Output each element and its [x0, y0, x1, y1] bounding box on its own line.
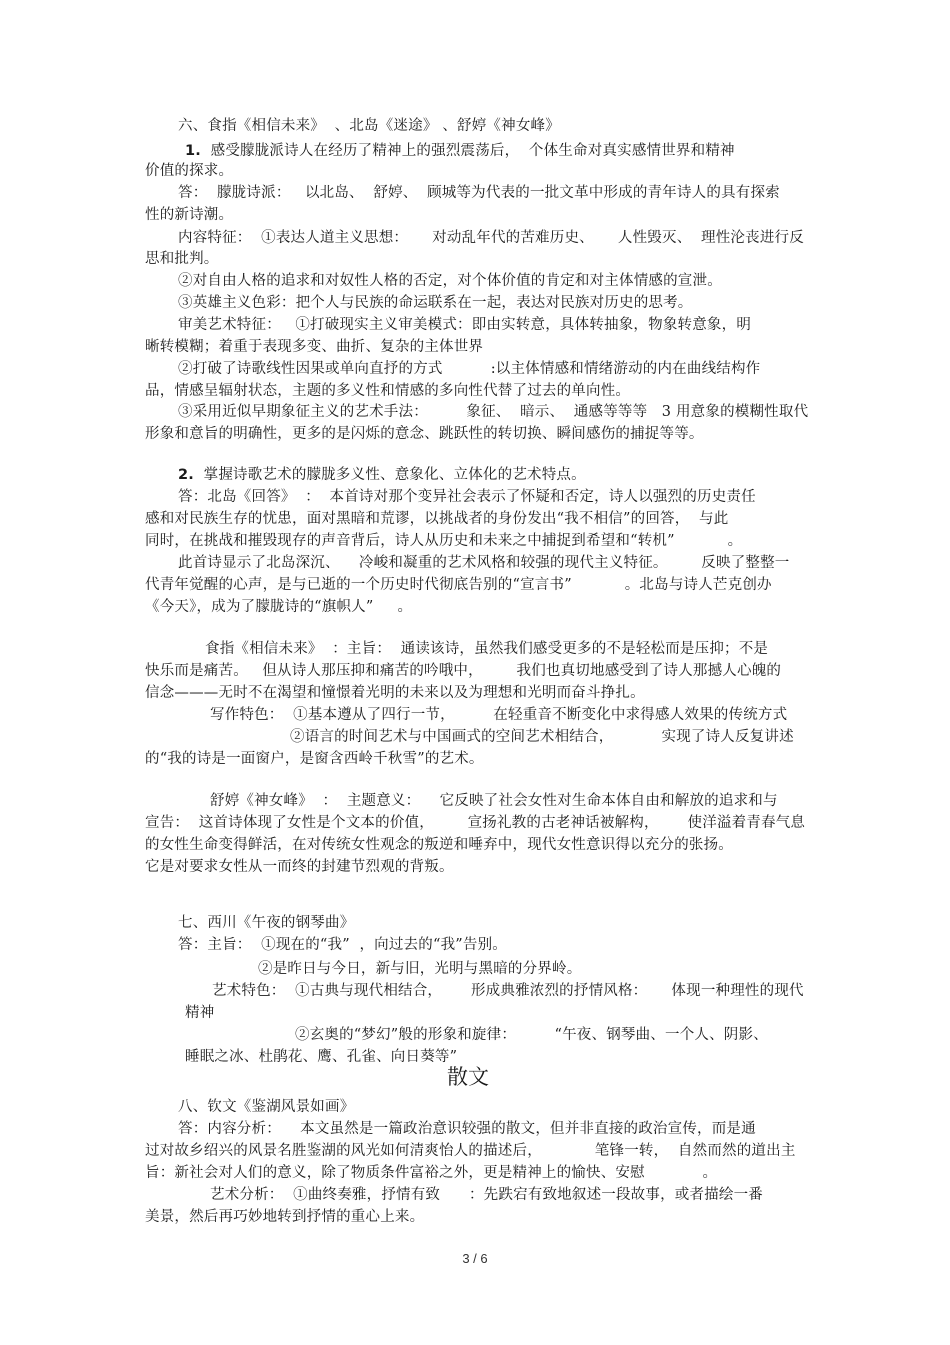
- text-line: [185, 141, 735, 161]
- text-line: 七、西川《午夜的钢琴曲》: [178, 915, 355, 931]
- text-line: 旨：新社会对人们的意义，除了物质条件富裕之外，更是精神上的愉快、安慰 。: [145, 1165, 718, 1181]
- text-line: [178, 465, 586, 485]
- text-line: ②对自由人格的追求和对奴性人格的否定，对个体价值的肯定和对主体情感的宣泄。: [178, 273, 722, 289]
- text-line: 答：主旨： ①现在的“我” ，向过去的“我”告别。: [178, 937, 507, 953]
- page-number: 3 / 6: [462, 1251, 488, 1266]
- text-line: 睡眠之冰、杜鹃花、鹰、孔雀、向日葵等”: [185, 1049, 458, 1065]
- text-line: 感和对民族生存的忧患，面对黑暗和荒谬，以挑战者的身份发出“我不相信”的回答， 与此: [145, 511, 729, 527]
- text-line: 美景，然后再巧妙地转到抒情的重心上来。: [145, 1209, 425, 1225]
- text-line: 《今天》，成为了朦胧诗的“旗帜人” 。: [145, 599, 413, 615]
- text-line: 六、食指《相信未来》 、北岛《迷途》 、舒婷《神女峰》: [178, 118, 560, 134]
- text-line: 答：北岛《回答》 ： 本首诗对那个变异社会表示了怀疑和否定，诗人以强烈的历史责任: [178, 489, 756, 505]
- text-line: 快乐而是痛苦。 但从诗人那压抑和痛苦的吟哦中， 我们也真切地感受到了诗人那撼人心魄的: [145, 663, 782, 679]
- text-line: ③英雄主义色彩：把个人与民族的命运联系在一起，表达对民族对历史的思考。: [178, 295, 693, 311]
- text-line: 内容特征： ①表达人道主义思想： 对动乱年代的苦难历史、 人性毁灭、 理性沦丧进行反: [178, 230, 804, 246]
- text-line: 价值的探求。: [145, 163, 234, 179]
- text-line: 信念———无时不在渴望和憧憬着光明的未来以及为理想和光明而奋斗挣扎。: [145, 685, 645, 701]
- text-line: 宣告： 这首诗体现了女性是个文本的价值， 宣扬礼教的古老神话被解构， 使洋溢着青春气息: [145, 815, 806, 831]
- text-line: ②打破了诗歌线性因果或单向直抒的方式 :以主体情感和情绪游动的内在曲线结构作: [178, 361, 761, 377]
- item-text: 感受朦胧派诗人在经历了精神上的强烈震荡后， 个体生命对真实感情世界和精神: [201, 143, 735, 159]
- text-line: 品，情感呈辐射状态，主题的多义性和情感的多向性代替了过去的单向性。: [145, 383, 631, 399]
- text-line: 过对故乡绍兴的风景名胜鉴湖的风光如何清爽怡人的描述后， 笔锋一转， 自然而然的道出主: [145, 1143, 796, 1159]
- text-line: 代青年觉醒的心声，是与已逝的一个历史时代彻底告别的“宣言书” 。北岛与诗人芒克创办: [145, 577, 772, 593]
- text-line: 的女性生命变得鲜活，在对传统女性观念的叛逆和唾弃中，现代女性意识得以充分的张扬。: [145, 837, 733, 853]
- text-line: 舒婷《神女峰》 ： 主题意义： 它反映了社会女性对生命本体自由和解放的追求和与: [210, 793, 778, 809]
- item-text: 掌握诗歌艺术的朦胧多义性、意象化、立体化的艺术特点。: [194, 467, 586, 483]
- text-line: 审美艺术特征： ①打破现实主义审美模式：即由实转意，具体转抽象，物象转意象，明: [178, 317, 752, 333]
- item-number: 1.: [185, 143, 201, 159]
- text-line: 它是对要求女性从一而终的封建节烈观的背叛。: [145, 859, 454, 875]
- section-heading: 散文: [447, 1065, 489, 1089]
- text-line: 精神: [185, 1005, 215, 1021]
- text-line: 八、钦文《鉴湖风景如画》: [178, 1099, 355, 1115]
- text-line: ②语言的时间艺术与中国画式的空间艺术相结合， 实现了诗人反复讲述: [290, 729, 794, 745]
- item-number: 2.: [178, 467, 194, 483]
- text-line: 食指《相信未来》 ：主旨： 通读该诗，虽然我们感受更多的不是轻松而是压抑；不是: [205, 641, 769, 657]
- text-line: ②玄奥的“梦幻”般的形象和旋律： “午夜、钢琴曲、一个人、阴影、: [295, 1027, 768, 1043]
- text-line: 的“我的诗是一面窗户，是窗含西岭千秋雪”的艺术。: [145, 751, 484, 767]
- text-line: 答：内容分析： 本文虽然是一篇政治意识较强的散文，但并非直接的政治宣传，而是通: [178, 1121, 756, 1137]
- text-line: 答： 朦胧诗派： 以北岛、 舒婷、 顾城等为代表的一批文革中形成的青年诗人的具有探索: [178, 185, 780, 201]
- text-line: ②是昨日与今日，新与旧，光明与黑暗的分界岭。: [258, 961, 582, 977]
- text-line: 思和批判。: [145, 251, 219, 267]
- text-line: 性的新诗潮。: [145, 207, 234, 223]
- text-line: 同时，在挑战和摧毁现存的声音背后，诗人从历史和未来之中捕捉到希望和“转机” 。: [145, 533, 743, 549]
- text-line: 形象和意旨的明确性，更多的是闪烁的意念、跳跃性的转切换、瞬间感伤的捕捉等等。: [145, 426, 704, 442]
- text-line: 写作特色： ①基本遵从了四行一节， 在轻重音不断变化中求得感人效果的传统方式: [210, 707, 788, 723]
- text-line: 艺术特色： ①古典与现代相结合， 形成典雅浓烈的抒情风格： 体现一种理性的现代: [212, 983, 804, 999]
- text-line: ③采用近似早期象征主义的艺术手法： 象征、 暗示、 通感等等等 3 用意象的模糊性取代: [178, 404, 809, 420]
- text-line: 艺术分析： ①曲终奏雅，抒情有致 ：先跌宕有致地叙述一段故事，或者描绘一番: [210, 1187, 763, 1203]
- text-line: 晰转模糊；着重于表现多变、曲折、复杂的主体世界: [145, 339, 484, 355]
- text-line: 此首诗显示了北岛深沉、 冷峻和凝重的艺术风格和较强的现代主义特征。 反映了整整一: [178, 555, 790, 571]
